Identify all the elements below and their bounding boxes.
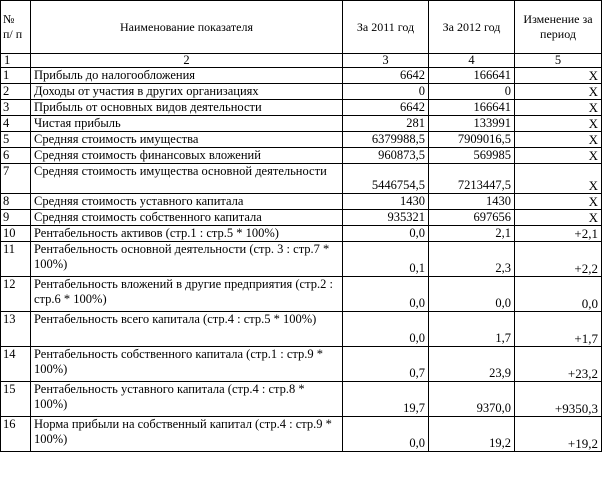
value-change: X xyxy=(515,116,602,132)
value-2011: 0,0 xyxy=(343,312,429,347)
value-2012: 7213447,5 xyxy=(429,164,515,194)
value-change: X xyxy=(515,132,602,148)
row-number: 6 xyxy=(1,148,31,164)
column-index-row xyxy=(1,54,602,68)
row-number: 15 xyxy=(1,382,31,417)
row-number: 8 xyxy=(1,194,31,210)
header-num: № п/ п xyxy=(1,1,31,54)
indicator-name: Средняя стоимость уставного капитала xyxy=(31,194,343,210)
indicator-name: Рентабельность вложений в другие предприятия (стр.2 : стр.6 * 100%) xyxy=(31,277,343,312)
table-row xyxy=(1,312,602,347)
indicator-name: Прибыль до налогообложения xyxy=(31,68,343,84)
table-row xyxy=(1,116,602,132)
value-2012: 0 xyxy=(429,84,515,100)
value-2012: 166641 xyxy=(429,68,515,84)
value-2011: 19,7 xyxy=(343,382,429,417)
table-row xyxy=(1,242,602,277)
header-2011: За 2011 год xyxy=(343,1,429,54)
value-2012: 19,2 xyxy=(429,417,515,452)
indicator-name: Доходы от участия в других организациях xyxy=(31,84,343,100)
value-change: +9350,3 xyxy=(515,382,602,417)
indicator-name: Рентабельность активов (стр.1 : стр.5 * 100%) xyxy=(31,226,343,242)
indicator-name: Рентабельность всего капитала (стр.4 : стр.5 * 100%) xyxy=(31,312,343,347)
table-row xyxy=(1,226,602,242)
row-number: 16 xyxy=(1,417,31,452)
value-change: +2,2 xyxy=(515,242,602,277)
row-number: 13 xyxy=(1,312,31,347)
table-row xyxy=(1,347,602,382)
value-change: X xyxy=(515,84,602,100)
indicator-name: Рентабельность основной деятельности (стр. 3 : стр.7 * 100%) xyxy=(31,242,343,277)
value-2011: 6642 xyxy=(343,100,429,116)
row-number: 4 xyxy=(1,116,31,132)
header-2012: За 2012 год xyxy=(429,1,515,54)
value-2011: 0,0 xyxy=(343,226,429,242)
col-index-4: 4 xyxy=(429,54,515,68)
value-2011: 6642 xyxy=(343,68,429,84)
table-row xyxy=(1,100,602,116)
table-row xyxy=(1,164,602,194)
table-row xyxy=(1,210,602,226)
value-2011: 0,1 xyxy=(343,242,429,277)
table-row xyxy=(1,132,602,148)
row-number: 1 xyxy=(1,68,31,84)
value-2012: 569985 xyxy=(429,148,515,164)
value-2011: 281 xyxy=(343,116,429,132)
row-number: 5 xyxy=(1,132,31,148)
indicator-name: Чистая прибыль xyxy=(31,116,343,132)
table-row xyxy=(1,382,602,417)
row-number: 10 xyxy=(1,226,31,242)
col-index-1: 1 xyxy=(1,54,31,68)
row-number: 14 xyxy=(1,347,31,382)
value-change: +1,7 xyxy=(515,312,602,347)
table-row xyxy=(1,194,602,210)
value-change: X xyxy=(515,100,602,116)
header-change: Изменение за период xyxy=(515,1,602,54)
table-row xyxy=(1,148,602,164)
row-number: 11 xyxy=(1,242,31,277)
indicator-name: Средняя стоимость финансовых вложений xyxy=(31,148,343,164)
value-change: 0,0 xyxy=(515,277,602,312)
table-row xyxy=(1,84,602,100)
value-change: X xyxy=(515,210,602,226)
value-change: +19,2 xyxy=(515,417,602,452)
value-2011: 1430 xyxy=(343,194,429,210)
value-2011: 5446754,5 xyxy=(343,164,429,194)
value-change: X xyxy=(515,68,602,84)
value-change: +23,2 xyxy=(515,347,602,382)
indicator-name: Норма прибыли на собственный капитал (стр.4 : стр.9 * 100%) xyxy=(31,417,343,452)
row-number: 12 xyxy=(1,277,31,312)
value-2011: 0 xyxy=(343,84,429,100)
indicator-name: Рентабельность уставного капитала (стр.4 : стр.8 * 100%) xyxy=(31,382,343,417)
value-2011: 0,0 xyxy=(343,277,429,312)
value-2012: 7909016,5 xyxy=(429,132,515,148)
value-2012: 133991 xyxy=(429,116,515,132)
value-change: X xyxy=(515,164,602,194)
col-index-5: 5 xyxy=(515,54,602,68)
table-row xyxy=(1,68,602,84)
value-2011: 960873,5 xyxy=(343,148,429,164)
value-2012: 697656 xyxy=(429,210,515,226)
value-change: X xyxy=(515,148,602,164)
value-2012: 2,1 xyxy=(429,226,515,242)
table-row xyxy=(1,277,602,312)
col-index-3: 3 xyxy=(343,54,429,68)
header-name: Наименование показателя xyxy=(31,1,343,54)
indicator-name: Средняя стоимость имущества xyxy=(31,132,343,148)
value-change: +2,1 xyxy=(515,226,602,242)
indicator-name: Рентабельность собственного капитала (стр.1 : стр.9 * 100%) xyxy=(31,347,343,382)
row-number: 7 xyxy=(1,164,31,194)
value-2012: 0,0 xyxy=(429,277,515,312)
header-row xyxy=(1,1,602,54)
indicator-name: Прибыль от основных видов деятельности xyxy=(31,100,343,116)
value-2012: 9370,0 xyxy=(429,382,515,417)
value-2012: 2,3 xyxy=(429,242,515,277)
value-2011: 0,7 xyxy=(343,347,429,382)
value-2012: 1430 xyxy=(429,194,515,210)
value-2011: 0,0 xyxy=(343,417,429,452)
col-index-2: 2 xyxy=(31,54,343,68)
value-2012: 1,7 xyxy=(429,312,515,347)
value-change: X xyxy=(515,194,602,210)
row-number: 3 xyxy=(1,100,31,116)
table-row xyxy=(1,417,602,452)
row-number: 9 xyxy=(1,210,31,226)
value-2012: 166641 xyxy=(429,100,515,116)
indicator-name: Средняя стоимость собственного капитала xyxy=(31,210,343,226)
value-2011: 6379988,5 xyxy=(343,132,429,148)
value-2012: 23,9 xyxy=(429,347,515,382)
indicator-name: Средняя стоимость имущества основной деятельности xyxy=(31,164,343,194)
row-number: 2 xyxy=(1,84,31,100)
value-2011: 935321 xyxy=(343,210,429,226)
